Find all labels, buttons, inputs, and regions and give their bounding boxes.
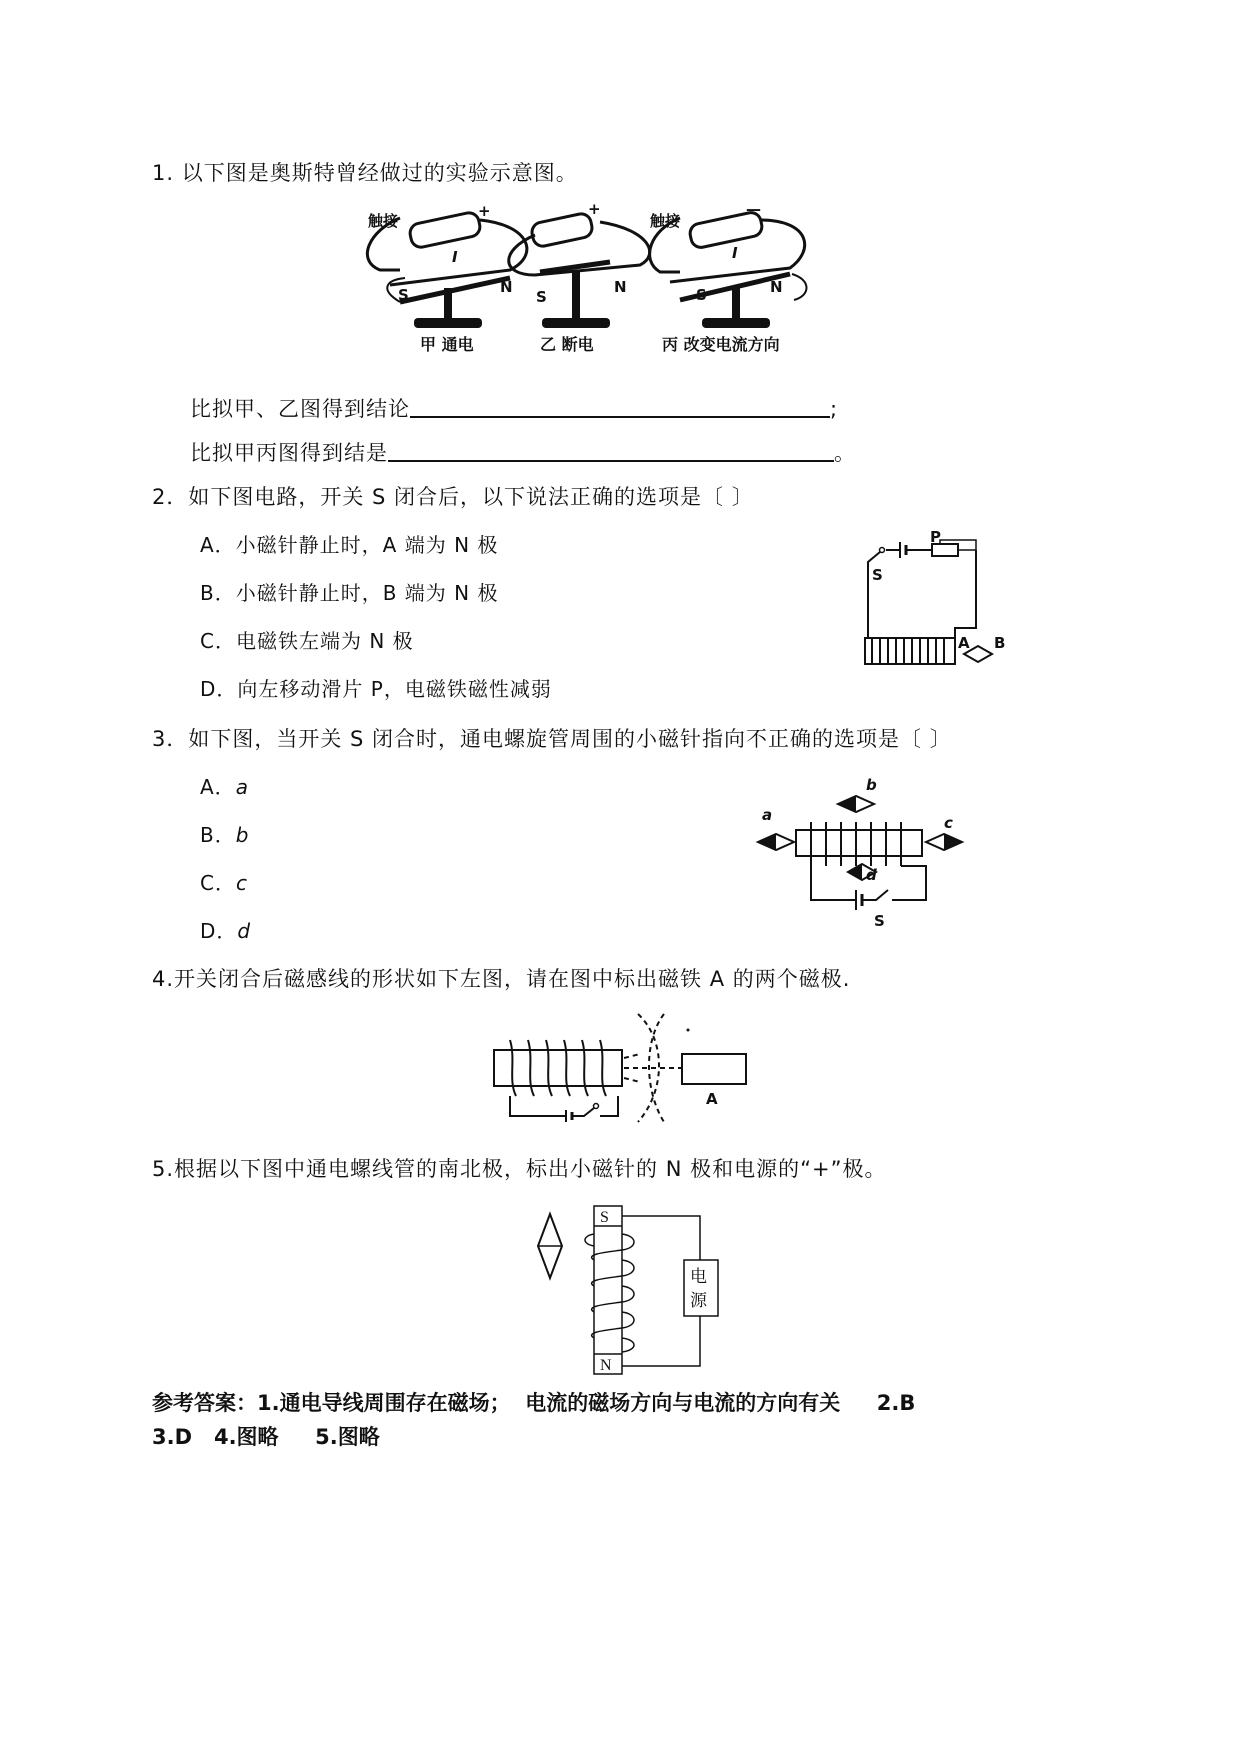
q3-solenoid-figure [756,770,966,930]
q4-stem: 4.开关闭合后磁感线的形状如下左图，请在图中标出磁铁 A 的两个磁极. [152,967,851,991]
svg-text:c: c [944,814,953,832]
q2-circuit-figure [860,528,1020,672]
svg-text:N: N [600,1357,612,1374]
q2-stem: 2．如下图电路，开关 S 闭合后，以下说法正确的选项是〔 〕 [152,485,754,509]
q3-option-b: B．b [200,823,250,847]
svg-text:P: P [930,528,941,546]
q3-option-d: D．d [200,919,252,943]
q2-option-b: B．小磁针静止时，B 端为 N 极 [200,581,499,605]
caption-yi: 乙 断电 [540,335,594,354]
panel-bing [650,200,807,354]
svg-text:I: I [732,244,738,262]
svg-text:N: N [614,278,627,296]
svg-text:A: A [706,1090,718,1108]
q1-line1: 比拟甲、乙图得到结论 ; [190,397,839,421]
q3-stem: 3．如下图，当开关 S 闭合时，通电螺旋管周围的小磁针指向不正确的选项是〔 〕 [152,727,952,751]
svg-text:A: A [958,634,970,652]
svg-text:I: I [452,248,458,266]
panel-jia [367,202,526,354]
q5-solenoid-figure [520,1204,730,1380]
svg-text:源: 源 [690,1291,707,1311]
svg-text:—: — [746,200,761,218]
svg-text:N: N [500,278,513,296]
q5-stem: 5.根据以下图中通电螺线管的南北极，标出小磁针的 N 极和电源的“+”极。 [152,1157,887,1181]
svg-text:b: b [866,776,877,794]
q2-option-d: D．向左移动滑片 P，电磁铁磁性减弱 [200,677,552,701]
q1-line2: 比拟甲丙图得到结是 。 [190,441,856,465]
q3-option-a: A．a [200,775,249,799]
answer-blank-1[interactable] [410,398,830,418]
svg-text:S: S [872,566,883,584]
q4-field-figure [488,1010,768,1130]
svg-text:S: S [398,286,409,304]
caption-jia: 甲 通电 [420,335,474,354]
svg-text:S: S [600,1209,609,1226]
answer-blank-2[interactable] [388,442,834,462]
svg-text:+: + [588,200,601,218]
svg-text:d: d [866,866,877,884]
touch-label: 触接 [368,212,399,230]
svg-text:S: S [696,286,707,304]
svg-text:N: N [770,278,783,296]
touch-label-2: 触接 [650,212,681,230]
svg-text:a: a [762,806,773,824]
q2-option-c: C．电磁铁左端为 N 极 [200,629,414,653]
answer-line-2: 3.D 4.图略 5.图略 [152,1425,380,1449]
svg-text:B: B [994,634,1006,652]
q3-option-c: C．c [200,871,248,895]
svg-text:电: 电 [690,1267,707,1287]
q1-stem: 1. 以下图是奥斯特曾经做过的实验示意图。 [152,161,578,185]
q2-option-a: A．小磁针静止时，A 端为 N 极 [200,533,499,557]
svg-text:S: S [874,912,885,930]
svg-text:+: + [478,202,491,220]
caption-bing: 丙 改变电流方向 [662,335,780,354]
answer-key [152,1386,1112,1454]
oersted-figure [360,200,920,380]
answer-line-1: 参考答案：1.通电导线周围存在磁场； 电流的磁场方向与电流的方向有关 2.B [152,1391,916,1415]
svg-text:S: S [536,288,547,306]
panel-yi [509,200,650,354]
